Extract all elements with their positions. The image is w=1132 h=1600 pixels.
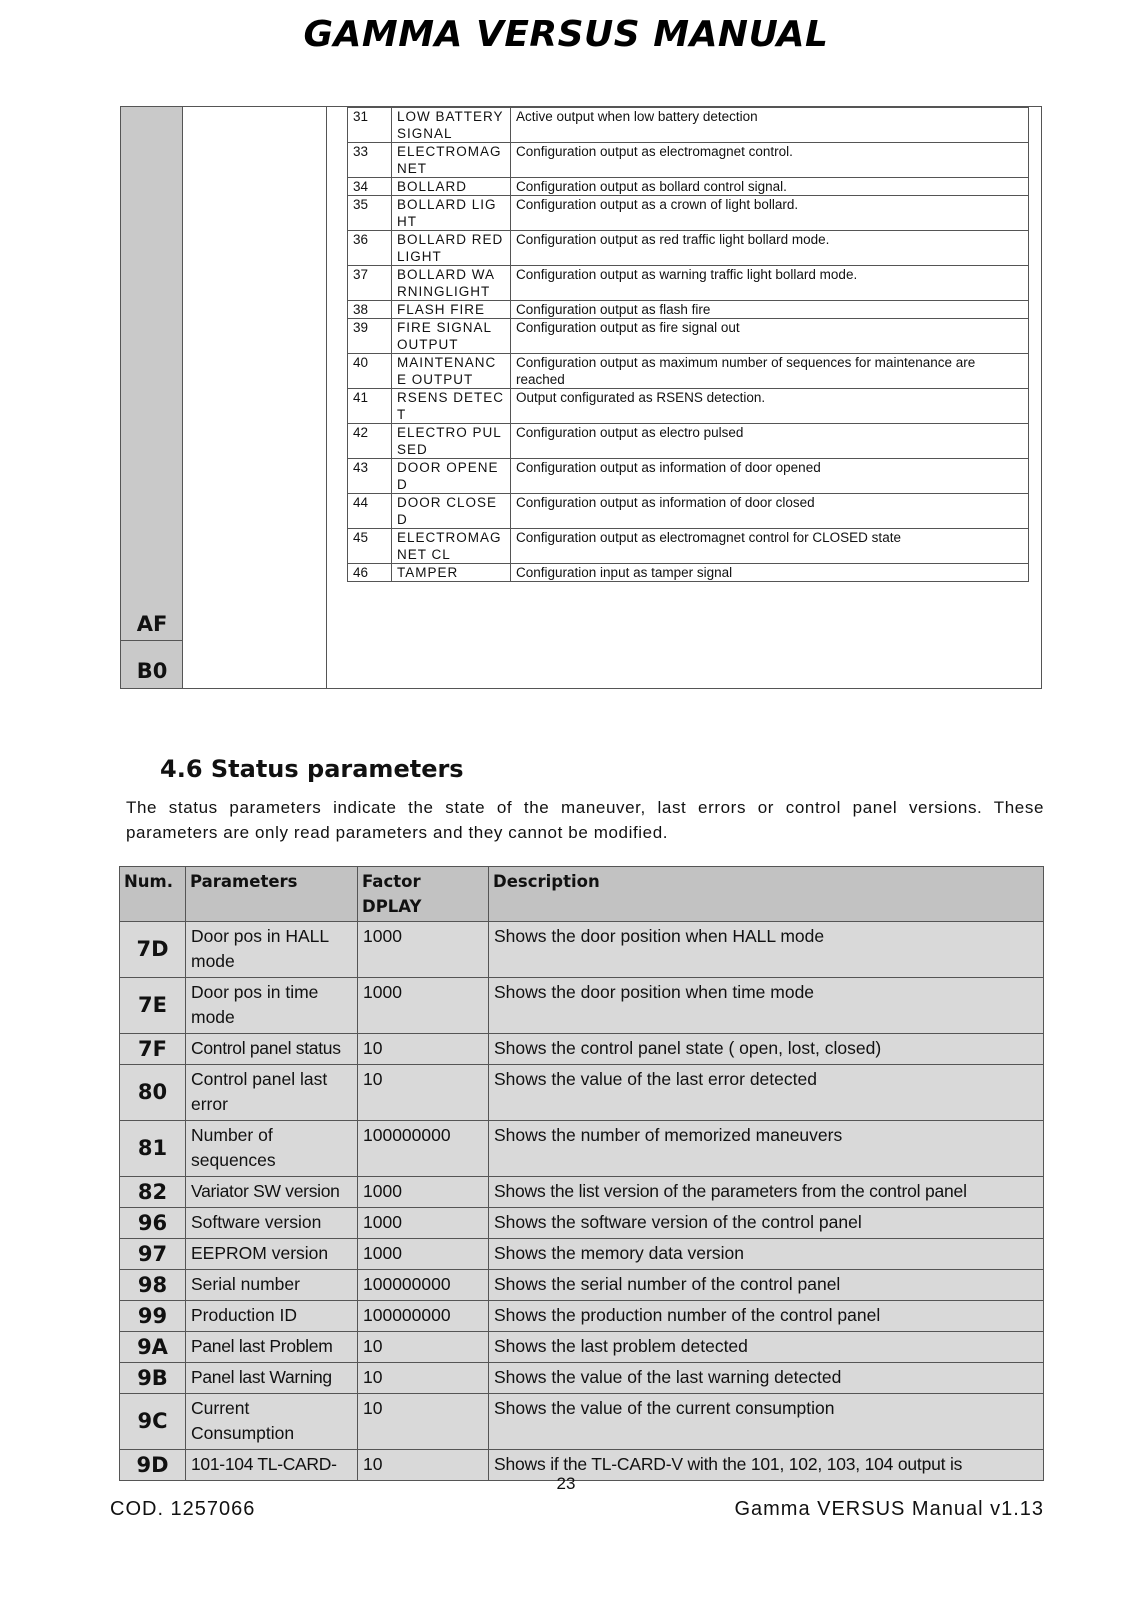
param-description: Shows the serial number of the control panel — [489, 1270, 1044, 1301]
output-config-table-continuation — [120, 106, 1042, 689]
parameter-code-af: AF — [136, 612, 168, 636]
table-row — [348, 178, 1029, 196]
table-header-row — [120, 867, 1044, 922]
table-row — [120, 1121, 1044, 1177]
param-description: Shows the value of the last warning detected — [489, 1363, 1044, 1394]
option-description: Configuration output as fire signal out — [511, 319, 1029, 354]
option-description: Configuration output as electromagnet control. — [511, 143, 1029, 178]
param-factor: 10 — [358, 1450, 489, 1481]
param-code: 97 — [120, 1239, 186, 1270]
param-code: 80 — [120, 1065, 186, 1121]
option-name: TAMPER — [392, 564, 511, 582]
column-divider — [326, 107, 327, 688]
param-factor: 10 — [358, 1363, 489, 1394]
param-description: Shows the memory data version — [489, 1239, 1044, 1270]
table-row — [120, 978, 1044, 1034]
param-description: Shows the door position when time mode — [489, 978, 1044, 1034]
param-name: Panel last Problem — [186, 1332, 358, 1363]
table-row — [348, 196, 1029, 231]
option-number: 40 — [348, 354, 392, 389]
option-name: DOOR CLOSED — [392, 494, 511, 529]
option-number: 42 — [348, 424, 392, 459]
param-name: Variator SW version — [186, 1177, 358, 1208]
option-name: ELECTRO PULSED — [392, 424, 511, 459]
option-name: BOLLARD LIGHT — [392, 196, 511, 231]
option-description: Configuration output as information of door opened — [511, 459, 1029, 494]
table-row — [348, 319, 1029, 354]
table-row — [120, 1332, 1044, 1363]
param-code: 98 — [120, 1270, 186, 1301]
param-name: Production ID — [186, 1301, 358, 1332]
option-number: 31 — [348, 108, 392, 143]
table-row — [120, 1208, 1044, 1239]
table-row — [348, 389, 1029, 424]
option-name: BOLLARD RED LIGHT — [392, 231, 511, 266]
param-description: Shows the door position when HALL mode — [489, 922, 1044, 978]
param-description: Shows the value of the current consumption — [489, 1394, 1044, 1450]
param-name: EEPROM version — [186, 1239, 358, 1270]
option-description: Active output when low battery detection — [511, 108, 1029, 143]
param-factor: 100000000 — [358, 1301, 489, 1332]
param-code: 7F — [120, 1034, 186, 1065]
option-number: 38 — [348, 301, 392, 319]
option-description: Configuration output as electro pulsed — [511, 424, 1029, 459]
code-column — [121, 107, 183, 688]
table-row — [348, 529, 1029, 564]
param-name: Control panel status — [186, 1034, 358, 1065]
param-factor: 1000 — [358, 1239, 489, 1270]
param-name: Control panel last error — [186, 1065, 358, 1121]
option-description: Configuration output as flash fire — [511, 301, 1029, 319]
param-description: Shows the last problem detected — [489, 1332, 1044, 1363]
option-number: 45 — [348, 529, 392, 564]
param-name: Number of sequences — [186, 1121, 358, 1177]
param-description: Shows the list version of the parameters from the control panel — [489, 1177, 1044, 1208]
option-number: 34 — [348, 178, 392, 196]
manual-version: Gamma VERSUS Manual v1.13 — [734, 1498, 1044, 1520]
option-description: Configuration output as bollard control signal. — [511, 178, 1029, 196]
option-number: 39 — [348, 319, 392, 354]
param-name: Software version — [186, 1208, 358, 1239]
table-row — [348, 266, 1029, 301]
option-name: DOOR OPENED — [392, 459, 511, 494]
param-name: Door pos in time mode — [186, 978, 358, 1034]
document-title: GAMMA VERSUS MANUAL — [303, 14, 829, 55]
option-description: Configuration output as maximum number of sequences for maintenance are reached — [511, 354, 1029, 389]
param-factor: 100000000 — [358, 1121, 489, 1177]
param-name: 101-104 TL-CARD- — [186, 1450, 358, 1481]
section-intro-paragraph: The status parameters indicate the state of the maneuver, last errors or control panel versions. These parameters are only read parameters and they cannot be modified. — [126, 798, 1044, 842]
option-name: ELECTROMAGNET CL — [392, 529, 511, 564]
table-row — [348, 301, 1029, 319]
status-parameters-table — [119, 866, 1044, 1481]
table-row — [348, 564, 1029, 582]
param-description: Shows if the TL-CARD-V with the 101, 102, 103, 104 output is — [489, 1450, 1044, 1481]
option-name: FIRE SIGNAL OUTPUT — [392, 319, 511, 354]
param-code: 7E — [120, 978, 186, 1034]
param-code: 82 — [120, 1177, 186, 1208]
param-description: Shows the production number of the control panel — [489, 1301, 1044, 1332]
param-description: Shows the control panel state ( open, lost, closed) — [489, 1034, 1044, 1065]
table-row — [120, 1239, 1044, 1270]
param-factor: 1000 — [358, 922, 489, 978]
output-options-table — [347, 107, 1029, 582]
table-row — [348, 143, 1029, 178]
param-code: 9B — [120, 1363, 186, 1394]
param-code: 9A — [120, 1332, 186, 1363]
header-description: Description — [489, 867, 1044, 922]
param-description: Shows the value of the last error detected — [489, 1065, 1044, 1121]
param-factor: 10 — [358, 1034, 489, 1065]
table-row — [120, 1363, 1044, 1394]
header-factor: Factor DPLAY — [358, 867, 489, 922]
table-row — [348, 108, 1029, 143]
option-description: Configuration output as warning traffic light bollard mode. — [511, 266, 1029, 301]
option-description: Configuration output as red traffic light bollard mode. — [511, 231, 1029, 266]
parameter-code-b0: B0 — [136, 659, 168, 683]
table-row — [120, 1065, 1044, 1121]
option-number: 36 — [348, 231, 392, 266]
param-factor: 1000 — [358, 1208, 489, 1239]
param-code: 96 — [120, 1208, 186, 1239]
param-name: Current Consumption — [186, 1394, 358, 1450]
param-name: Panel last Warning — [186, 1363, 358, 1394]
table-row — [120, 1301, 1044, 1332]
option-name: BOLLARD WARNINGLIGHT — [392, 266, 511, 301]
option-description: Output configurated as RSENS detection. — [511, 389, 1029, 424]
param-factor: 10 — [358, 1394, 489, 1450]
document-code: COD. 1257066 — [110, 1498, 256, 1520]
option-description: Configuration input as tamper signal — [511, 564, 1029, 582]
table-row — [348, 424, 1029, 459]
option-name: FLASH FIRE — [392, 301, 511, 319]
param-name: Serial number — [186, 1270, 358, 1301]
option-number: 46 — [348, 564, 392, 582]
param-code: 7D — [120, 922, 186, 978]
param-description: Shows the software version of the control panel — [489, 1208, 1044, 1239]
param-code: 81 — [120, 1121, 186, 1177]
option-number: 35 — [348, 196, 392, 231]
table-row — [348, 231, 1029, 266]
option-name: RSENS DETECT — [392, 389, 511, 424]
param-name: Door pos in HALL mode — [186, 922, 358, 978]
option-number: 43 — [348, 459, 392, 494]
option-number: 44 — [348, 494, 392, 529]
option-name: ELECTROMAGNET — [392, 143, 511, 178]
param-factor: 1000 — [358, 978, 489, 1034]
code-divider — [121, 640, 183, 641]
option-description: Configuration output as a crown of light bollard. — [511, 196, 1029, 231]
table-row — [120, 1034, 1044, 1065]
header-parameters: Parameters — [186, 867, 358, 922]
table-row — [120, 1394, 1044, 1450]
param-code: 9D — [120, 1450, 186, 1481]
table-row — [120, 1177, 1044, 1208]
table-row — [348, 354, 1029, 389]
option-number: 33 — [348, 143, 392, 178]
option-name: BOLLARD — [392, 178, 511, 196]
param-factor: 10 — [358, 1065, 489, 1121]
option-name: LOW BATTERY SIGNAL — [392, 108, 511, 143]
param-factor: 100000000 — [358, 1270, 489, 1301]
param-factor: 1000 — [358, 1177, 489, 1208]
param-code: 99 — [120, 1301, 186, 1332]
param-description: Shows the number of memorized maneuvers — [489, 1121, 1044, 1177]
table-row — [120, 922, 1044, 978]
page-number: 23 — [556, 1474, 576, 1493]
header-num: Num. — [120, 867, 186, 922]
table-row — [120, 1270, 1044, 1301]
table-row — [348, 459, 1029, 494]
section-heading: 4.6 Status parameters — [160, 755, 464, 783]
table-row — [348, 494, 1029, 529]
param-code: 9C — [120, 1394, 186, 1450]
option-name: MAINTENANCE OUTPUT — [392, 354, 511, 389]
param-factor: 10 — [358, 1332, 489, 1363]
option-number: 37 — [348, 266, 392, 301]
option-description: Configuration output as electromagnet control for CLOSED state — [511, 529, 1029, 564]
option-number: 41 — [348, 389, 392, 424]
option-description: Configuration output as information of door closed — [511, 494, 1029, 529]
